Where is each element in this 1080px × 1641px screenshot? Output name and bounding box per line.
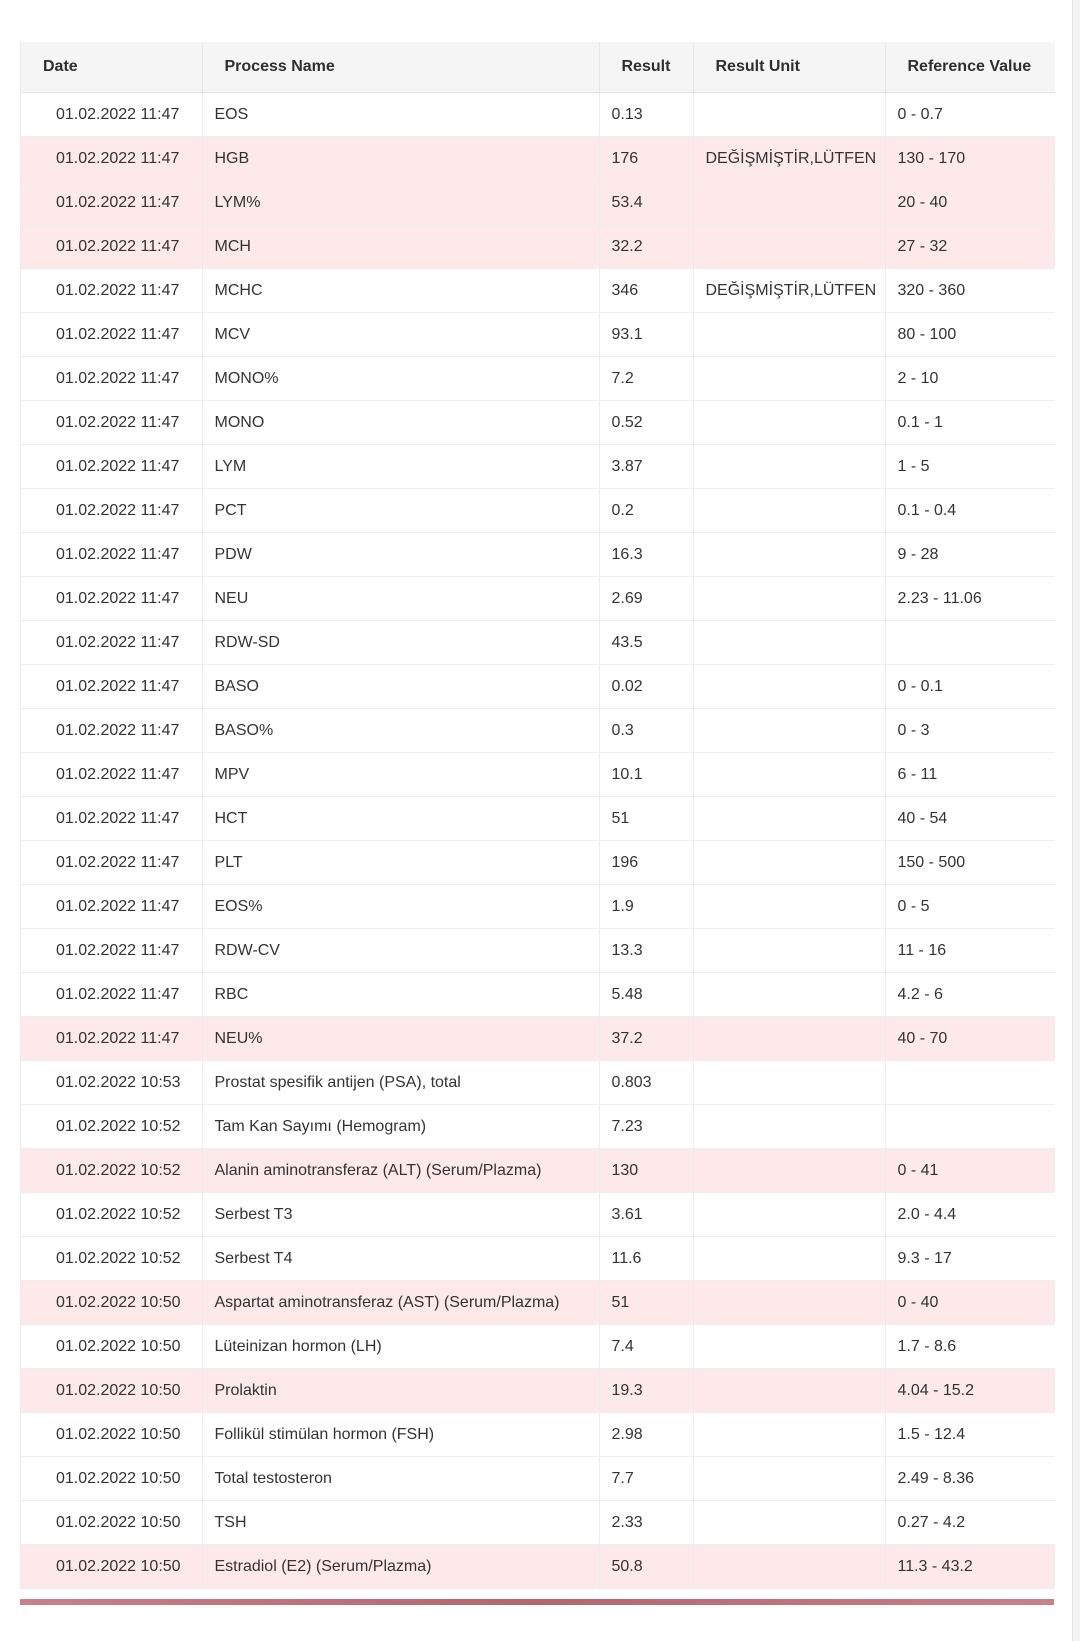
cell-result-unit [693, 357, 885, 401]
cell-reference-value: 1 - 5 [885, 445, 1055, 489]
cell-result-unit [693, 1501, 885, 1545]
cell-result: 11.6 [599, 1237, 693, 1281]
cell-result-unit [693, 621, 885, 665]
cell-date: 01.02.2022 10:50 [21, 1457, 202, 1501]
cell-result: 7.2 [599, 357, 693, 401]
table-row[interactable] [21, 753, 1055, 797]
cell-result-unit [693, 313, 885, 357]
cell-process-name: Serbest T3 [202, 1193, 599, 1237]
cell-result: 10.1 [599, 753, 693, 797]
cell-reference-value: 2.23 - 11.06 [885, 577, 1055, 621]
table-row[interactable] [21, 489, 1055, 533]
cell-result: 50.8 [599, 1545, 693, 1589]
cell-result: 130 [599, 1149, 693, 1193]
cell-date: 01.02.2022 11:47 [21, 489, 202, 533]
cell-result-unit [693, 1413, 885, 1457]
cell-reference-value: 150 - 500 [885, 841, 1055, 885]
cell-result: 51 [599, 1281, 693, 1325]
cell-process-name: Serbest T4 [202, 1237, 599, 1281]
cell-process-name: Estradiol (E2) (Serum/Plazma) [202, 1545, 599, 1589]
cell-reference-value: 0 - 0.1 [885, 665, 1055, 709]
table-row[interactable] [21, 357, 1055, 401]
cell-date: 01.02.2022 10:52 [21, 1193, 202, 1237]
table-row[interactable] [21, 1457, 1055, 1501]
cell-result: 51 [599, 797, 693, 841]
table-row[interactable] [21, 1413, 1055, 1457]
cell-reference-value: 1.7 - 8.6 [885, 1325, 1055, 1369]
table-row[interactable] [21, 1369, 1055, 1413]
cell-result: 5.48 [599, 973, 693, 1017]
cell-process-name: RDW-CV [202, 929, 599, 973]
cell-reference-value: 4.04 - 15.2 [885, 1369, 1055, 1413]
cell-result-unit [693, 1325, 885, 1369]
cell-result-unit [693, 401, 885, 445]
cell-reference-value [885, 621, 1055, 665]
cell-process-name: Prolaktin [202, 1369, 599, 1413]
cell-result-unit [693, 1105, 885, 1149]
cell-reference-value: 2.0 - 4.4 [885, 1193, 1055, 1237]
table-row[interactable] [21, 1501, 1055, 1545]
cell-reference-value: 0 - 5 [885, 885, 1055, 929]
cell-result-unit [693, 1193, 885, 1237]
cell-date: 01.02.2022 11:47 [21, 753, 202, 797]
cell-result-unit [693, 1061, 885, 1105]
cell-reference-value: 9 - 28 [885, 533, 1055, 577]
cell-result-unit [693, 181, 885, 225]
table-header [21, 42, 1055, 93]
cell-result-unit [693, 885, 885, 929]
cell-date: 01.02.2022 11:47 [21, 665, 202, 709]
cell-date: 01.02.2022 10:52 [21, 1105, 202, 1149]
cell-process-name: Prostat spesifik antijen (PSA), total [202, 1061, 599, 1105]
cell-process-name: MONO [202, 401, 599, 445]
cell-date: 01.02.2022 10:50 [21, 1501, 202, 1545]
cell-result-unit [693, 577, 885, 621]
cell-result-unit [693, 1369, 885, 1413]
cell-result-unit [693, 1149, 885, 1193]
cell-date: 01.02.2022 11:47 [21, 313, 202, 357]
cell-result: 1.9 [599, 885, 693, 929]
table-row[interactable] [21, 93, 1055, 137]
cell-process-name: Total testosteron [202, 1457, 599, 1501]
cell-reference-value: 4.2 - 6 [885, 973, 1055, 1017]
cell-date: 01.02.2022 11:47 [21, 533, 202, 577]
cell-process-name: Follikül stimülan hormon (FSH) [202, 1413, 599, 1457]
cell-process-name: Alanin aminotransferaz (ALT) (Serum/Plazma) [202, 1149, 599, 1193]
cell-date: 01.02.2022 11:47 [21, 577, 202, 621]
cell-result-unit [693, 93, 885, 137]
cell-date: 01.02.2022 11:47 [21, 841, 202, 885]
cell-result: 2.98 [599, 1413, 693, 1457]
cell-process-name: BASO [202, 665, 599, 709]
cell-date: 01.02.2022 11:47 [21, 269, 202, 313]
cell-process-name: PDW [202, 533, 599, 577]
header-reference-value[interactable]: Reference Value [885, 42, 1055, 93]
header-row [21, 42, 1055, 93]
cell-reference-value: 27 - 32 [885, 225, 1055, 269]
cell-process-name: MONO% [202, 357, 599, 401]
cell-result-unit [693, 753, 885, 797]
cell-result: 3.61 [599, 1193, 693, 1237]
cell-process-name: EOS% [202, 885, 599, 929]
cell-date: 01.02.2022 10:50 [21, 1413, 202, 1457]
cell-result: 7.4 [599, 1325, 693, 1369]
cell-process-name: NEU% [202, 1017, 599, 1061]
table-row[interactable] [21, 445, 1055, 489]
table-row[interactable] [21, 1545, 1055, 1589]
cell-result-unit [693, 1237, 885, 1281]
cell-result: 43.5 [599, 621, 693, 665]
cell-reference-value: 80 - 100 [885, 313, 1055, 357]
cell-result-unit [693, 709, 885, 753]
cell-date: 01.02.2022 11:47 [21, 137, 202, 181]
cell-reference-value: 40 - 70 [885, 1017, 1055, 1061]
cell-reference-value: 2 - 10 [885, 357, 1055, 401]
cell-result-unit [693, 445, 885, 489]
cell-reference-value: 11.3 - 43.2 [885, 1545, 1055, 1589]
cell-result-unit [693, 489, 885, 533]
cell-reference-value: 1.5 - 12.4 [885, 1413, 1055, 1457]
table-row[interactable] [21, 1105, 1055, 1149]
cell-date: 01.02.2022 11:47 [21, 357, 202, 401]
cell-date: 01.02.2022 11:47 [21, 401, 202, 445]
scrollbar-thumb[interactable] [20, 1599, 1054, 1605]
header-date[interactable]: Date [21, 42, 202, 93]
table-row[interactable] [21, 1017, 1055, 1061]
table-row[interactable] [21, 621, 1055, 665]
cell-reference-value [885, 1061, 1055, 1105]
table-row[interactable] [21, 313, 1055, 357]
cell-date: 01.02.2022 11:47 [21, 797, 202, 841]
cell-date: 01.02.2022 11:47 [21, 445, 202, 489]
cell-process-name: RDW-SD [202, 621, 599, 665]
cell-result-unit [693, 1017, 885, 1061]
cell-reference-value: 2.49 - 8.36 [885, 1457, 1055, 1501]
cell-result-unit [693, 841, 885, 885]
cell-process-name: Tam Kan Sayımı (Hemogram) [202, 1105, 599, 1149]
cell-reference-value: 0 - 41 [885, 1149, 1055, 1193]
cell-date: 01.02.2022 10:52 [21, 1149, 202, 1193]
horizontal-scrollbar[interactable] [20, 1599, 1054, 1605]
table-row[interactable] [21, 1325, 1055, 1369]
cell-reference-value: 11 - 16 [885, 929, 1055, 973]
cell-reference-value: 0 - 0.7 [885, 93, 1055, 137]
cell-process-name: BASO% [202, 709, 599, 753]
cell-reference-value: 20 - 40 [885, 181, 1055, 225]
table-row[interactable] [21, 841, 1055, 885]
cell-process-name: HGB [202, 137, 599, 181]
cell-date: 01.02.2022 10:53 [21, 1061, 202, 1105]
cell-process-name: TSH [202, 1501, 599, 1545]
cell-reference-value: 0.1 - 0.4 [885, 489, 1055, 533]
cell-date: 01.02.2022 10:50 [21, 1545, 202, 1589]
cell-process-name: NEU [202, 577, 599, 621]
cell-reference-value: 320 - 360 [885, 269, 1055, 313]
cell-process-name: HCT [202, 797, 599, 841]
cell-result: 93.1 [599, 313, 693, 357]
cell-result-unit [693, 797, 885, 841]
cell-result: 2.69 [599, 577, 693, 621]
cell-date: 01.02.2022 11:47 [21, 621, 202, 665]
table-row[interactable] [21, 533, 1055, 577]
table-row[interactable] [21, 225, 1055, 269]
cell-process-name: LYM% [202, 181, 599, 225]
cell-result: 0.2 [599, 489, 693, 533]
table-row[interactable] [21, 665, 1055, 709]
table-row[interactable] [21, 797, 1055, 841]
cell-process-name: Lüteinizan hormon (LH) [202, 1325, 599, 1369]
cell-result: 16.3 [599, 533, 693, 577]
header-result[interactable]: Result [599, 42, 693, 93]
cell-result-unit: DEĞİŞMİŞTİR,LÜTFEN [693, 137, 885, 181]
cell-reference-value: 130 - 170 [885, 137, 1055, 181]
table-row[interactable] [21, 401, 1055, 445]
cell-result: 0.02 [599, 665, 693, 709]
cell-process-name: PLT [202, 841, 599, 885]
cell-result-unit [693, 225, 885, 269]
cell-result-unit [693, 533, 885, 577]
cell-process-name: LYM [202, 445, 599, 489]
table-row[interactable] [21, 577, 1055, 621]
table-row[interactable] [21, 1149, 1055, 1193]
cell-result-unit [693, 1281, 885, 1325]
page-edge [1072, 0, 1080, 1641]
cell-process-name: RBC [202, 973, 599, 1017]
cell-result: 346 [599, 269, 693, 313]
cell-reference-value: 40 - 54 [885, 797, 1055, 841]
cell-date: 01.02.2022 11:47 [21, 93, 202, 137]
cell-result-unit [693, 973, 885, 1017]
cell-result: 0.803 [599, 1061, 693, 1105]
cell-process-name: EOS [202, 93, 599, 137]
cell-process-name: MCHC [202, 269, 599, 313]
cell-result: 176 [599, 137, 693, 181]
cell-date: 01.02.2022 11:47 [21, 225, 202, 269]
table-row[interactable] [21, 269, 1055, 313]
cell-process-name: PCT [202, 489, 599, 533]
cell-date: 01.02.2022 11:47 [21, 1017, 202, 1061]
cell-date: 01.02.2022 11:47 [21, 709, 202, 753]
table-row[interactable] [21, 137, 1055, 181]
cell-process-name: MPV [202, 753, 599, 797]
cell-reference-value: 0 - 3 [885, 709, 1055, 753]
cell-result-unit [693, 1545, 885, 1589]
table-row[interactable] [21, 1061, 1055, 1105]
cell-result: 13.3 [599, 929, 693, 973]
cell-result: 2.33 [599, 1501, 693, 1545]
cell-result: 0.13 [599, 93, 693, 137]
cell-date: 01.02.2022 10:50 [21, 1369, 202, 1413]
lab-results-table [21, 42, 1055, 1589]
cell-result: 37.2 [599, 1017, 693, 1061]
cell-process-name: MCH [202, 225, 599, 269]
cell-result: 19.3 [599, 1369, 693, 1413]
cell-process-name: MCV [202, 313, 599, 357]
cell-date: 01.02.2022 11:47 [21, 973, 202, 1017]
cell-result: 7.23 [599, 1105, 693, 1149]
cell-result-unit [693, 665, 885, 709]
cell-date: 01.02.2022 10:50 [21, 1325, 202, 1369]
header-process-name[interactable]: Process Name [202, 42, 599, 93]
cell-result: 53.4 [599, 181, 693, 225]
cell-result-unit [693, 929, 885, 973]
cell-result: 7.7 [599, 1457, 693, 1501]
cell-process-name: Aspartat aminotransferaz (AST) (Serum/Plazma) [202, 1281, 599, 1325]
cell-result: 0.3 [599, 709, 693, 753]
cell-result: 3.87 [599, 445, 693, 489]
cell-date: 01.02.2022 11:47 [21, 885, 202, 929]
cell-date: 01.02.2022 10:50 [21, 1281, 202, 1325]
cell-result: 196 [599, 841, 693, 885]
cell-result-unit [693, 1457, 885, 1501]
lab-results-card [20, 42, 1055, 1589]
cell-date: 01.02.2022 11:47 [21, 929, 202, 973]
table-row[interactable] [21, 929, 1055, 973]
cell-reference-value: 9.3 - 17 [885, 1237, 1055, 1281]
cell-reference-value [885, 1105, 1055, 1149]
table-row[interactable] [21, 1193, 1055, 1237]
cell-result-unit: DEĞİŞMİŞTİR,LÜTFEN [693, 269, 885, 313]
table-row[interactable] [21, 1281, 1055, 1325]
cell-date: 01.02.2022 11:47 [21, 181, 202, 225]
cell-result: 32.2 [599, 225, 693, 269]
table-row[interactable] [21, 1237, 1055, 1281]
table-row[interactable] [21, 181, 1055, 225]
table-row[interactable] [21, 885, 1055, 929]
cell-reference-value: 0.1 - 1 [885, 401, 1055, 445]
cell-reference-value: 6 - 11 [885, 753, 1055, 797]
cell-date: 01.02.2022 10:52 [21, 1237, 202, 1281]
table-body [21, 93, 1055, 1589]
cell-reference-value: 0 - 40 [885, 1281, 1055, 1325]
header-result-unit[interactable]: Result Unit [693, 42, 885, 93]
table-row[interactable] [21, 709, 1055, 753]
cell-reference-value: 0.27 - 4.2 [885, 1501, 1055, 1545]
table-row[interactable] [21, 973, 1055, 1017]
cell-result: 0.52 [599, 401, 693, 445]
